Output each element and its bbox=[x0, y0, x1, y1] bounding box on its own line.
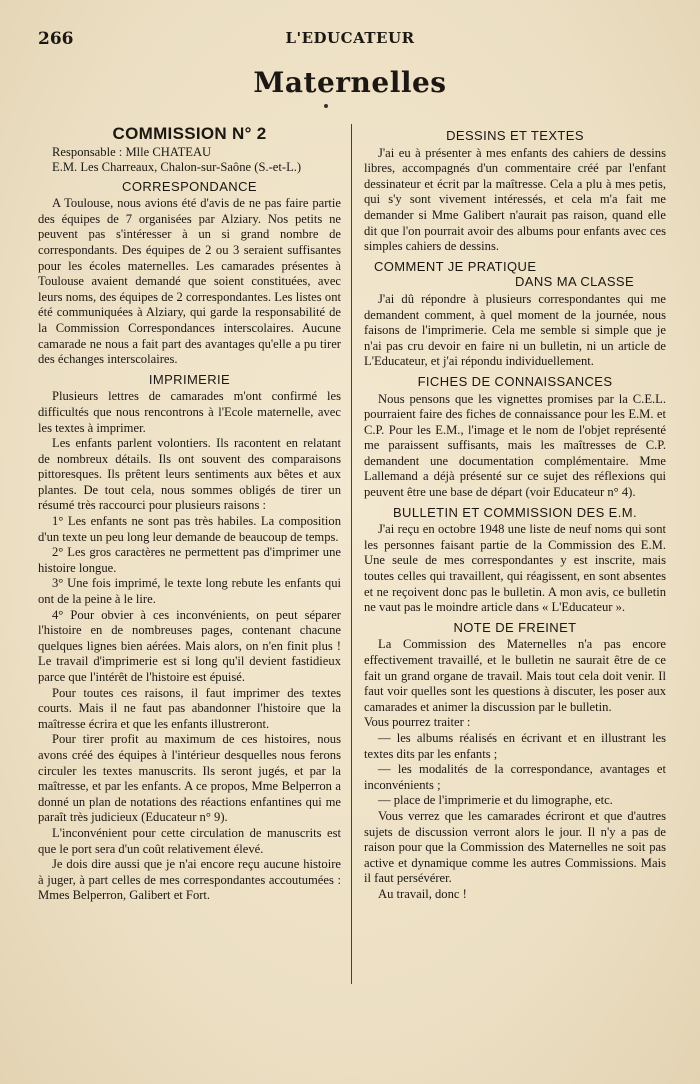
imprimerie-paragraph-9: L'inconvénient pour cette circulation de manuscrits est que le port sera d'un coût relativement élevé. bbox=[38, 825, 341, 856]
responsable-line: Responsable : Mlle CHATEAU bbox=[52, 144, 212, 159]
imprimerie-paragraph-10: Je dois dire aussi que je n'ai encore reçu aucune histoire à juger, à part celles de mes correspondantes accoutumées : Mmes Belperron, Galibert et Fort. bbox=[38, 857, 341, 903]
column-divider bbox=[351, 124, 352, 984]
freinet-list-item-3: — place de l'imprimerie et du limographe, etc. bbox=[378, 793, 613, 808]
freinet-heading: NOTE DE FREINET bbox=[453, 619, 577, 635]
pratique-heading-line-1: COMMENT JE PRATIQUE bbox=[374, 258, 537, 274]
section-title: Maternelles bbox=[253, 66, 447, 99]
imprimerie-paragraph-1: Plusieurs lettres de camarades m'ont confirmé les difficultés que nous rencontrons à l'Ecole maternelle, avec les textes à imprimer. bbox=[38, 389, 341, 435]
imprimerie-heading: IMPRIMERIE bbox=[148, 371, 231, 387]
bulletin-paragraph: J'ai reçu en octobre 1948 une liste de neuf noms qui sont les personnes faisant partie de la Commission des E.M. Une seule de mes correspondantes y est inscrite, mais toutes celles qui travaillent, qui réagissent, en sont absentes et ne reçoivent donc pas le bulletin. A mon avis, ce bulletin ne vaut pas le moindre article dans « L'Educateur ». bbox=[364, 522, 666, 615]
imprimerie-paragraph-4: 2° Les gros caractères ne permettent pas d'imprimer une histoire longue. bbox=[38, 545, 341, 575]
left-column bbox=[38, 124, 341, 904]
pratique-heading-line-2: DANS MA CLASSE bbox=[515, 274, 635, 290]
journal-title: L'EDUCATEUR bbox=[285, 29, 415, 47]
ornament-dot bbox=[324, 104, 328, 108]
address-line: E.M. Les Charreaux, Chalon-sur-Saône (S.-et-L.) bbox=[52, 159, 302, 174]
right-column bbox=[364, 124, 666, 903]
correspondance-heading: CORRESPONDANCE bbox=[122, 178, 257, 194]
imprimerie-paragraph-7: Pour toutes ces raisons, il faut imprimer des textes courts. Mais il ne faut pas abandonner l'histoire que la maîtresse écrira et que les enfants illustreront. bbox=[38, 685, 341, 731]
freinet-paragraph-1: La Commission des Maternelles n'a pas encore effectivement travaillé, et le bulletin ne saurait être de ce fait un grand organe de travail. Mais tout cela doit venir. Il faut voir quelles sont les questions à discuter, les poser aux camarades et animer la discussion par le bulletin. bbox=[364, 637, 666, 714]
freinet-list-item-1: — les albums réalisés en écrivant et en illustrant les textes dits par les enfants ; bbox=[364, 730, 666, 761]
imprimerie-paragraph-6: 4° Pour obvier à ces inconvénients, on peut séparer l'histoire en de nombreuses pages, contenant chacune quelques lignes bien aérées. Mais alors, on n'en finit plus ! Le travail d'imprimerie est si long qu'il devient fastidieux parce que l'intérêt de l'histoire est épuisé. bbox=[38, 607, 341, 684]
bulletin-heading: BULLETIN ET COMMISSION DES E.M. bbox=[392, 504, 638, 520]
fiches-paragraph: Nous pensons que les vignettes promises par la C.E.L. pourraient faire des fiches de connaissance pour les E.M. et C.P. Pour les E.M., l'image et le nom de l'objet représenté me paraissent suffisants, mais les maîtresses de C.P. demandent une documentation complémentaire. Mme Lallemand a déjà présenté sur ce sujet des réflexions qui peuvent être une base de départ (voir Educateur n° 4). bbox=[364, 391, 666, 500]
imprimerie-paragraph-3: 1° Les enfants ne sont pas très habiles. La composition d'un texte un peu long leur demande de beaucoup de temps. bbox=[38, 514, 341, 544]
imprimerie-paragraph-8: Pour tirer profit au maximum de ces histoires, nous avons créé des équipes à l'intérieur desquelles nous ferons circuler les textes manuscrits. Ils seront jugés, et par la maîtresse, et par les enfants. A ce propos, Mme Belperron a donné un plan de notations des réactions enfantines qui me paraît très judicieux (Educateur n° 9). bbox=[38, 732, 341, 825]
freinet-paragraph-2: Vous pourrez traiter : bbox=[364, 715, 471, 730]
imprimerie-paragraph-5: 3° Une fois imprimé, le texte long rebute les enfants qui ont de la peine à le lire. bbox=[38, 576, 341, 607]
commission-title: COMMISSION N° 2 bbox=[112, 124, 267, 143]
correspondance-paragraph: A Toulouse, nous avions été d'avis de ne pas faire partie des équipes de 7 organisées par Alziary. Nos petits ne peuvent pas s'intéresser à un si grand nombre de correspondants. Des équipes de 2 ou 3 seraient suffisantes pour les écoles maternelles. Les camarades présentes à Toulouse avaient demandé que soient constituées, avec leurs noms, des équipes de 2 correspondantes. Les listes ont été communiquées à Alziary, qui garde la responsabilité de la Commission Correspondances interscolaires. Aucune camarade ne nous a fait part des avantages qu'elle a pu tirer des échanges interscolaires. bbox=[38, 196, 341, 367]
fiches-heading: FICHES DE CONNAISSANCES bbox=[417, 373, 613, 389]
freinet-paragraph-4: Au travail, donc ! bbox=[378, 886, 467, 901]
imprimerie-paragraph-2: Les enfants parlent volontiers. Ils racontent en relatant de nombreux détails. Ils ont souvent des comparaisons pittoresques. Ils prêtent leurs sentiments aux bêtes et aux plantes. De tout cela, nous sommes obligés de tirer un résumé très raccourci pour plusieurs raisons : bbox=[38, 436, 341, 513]
page-number: 266 bbox=[38, 29, 74, 49]
dessins-heading: DESSINS ET TEXTES bbox=[446, 128, 584, 143]
freinet-paragraph-3: Vous verrez que les camarades écriront et que d'autres sujets de discussion verront alors le jour. Il n'y a pas de raison pour que la Commission des Maternelles ne soit pas active et dynamique comme les autres Commissions. Mais il faut persévérer. bbox=[364, 808, 666, 886]
freinet-list-item-2: — les modalités de la correspondance, avantages et inconvénients ; bbox=[364, 762, 666, 792]
dessins-paragraph: J'ai eu à présenter à mes enfants des cahiers de dessins libres, accompagnés d'un commentaire créé par l'enfant dessinateur et écrit par la maîtresse. Cela a plu à mes petis, qui s'y sont vivement intéressés, et cela m'a fait me demander si Mme Galibert n'aurait pas raison, quand elle dit que l'on pourrait avoir des albums pour enfants avec ces simples cahiers de dessins. bbox=[364, 145, 666, 254]
pratique-paragraph: J'ai dû répondre à plusieurs correspondantes qui me demandent comment, à quel moment de la journée, nous faisons de l'imprimerie. Cela me semble si simple que je n'ai pas cru devoir en faire ni un bulletin, ni un article de L'Educateur, et j'ai répondu individuellement. bbox=[364, 291, 666, 369]
